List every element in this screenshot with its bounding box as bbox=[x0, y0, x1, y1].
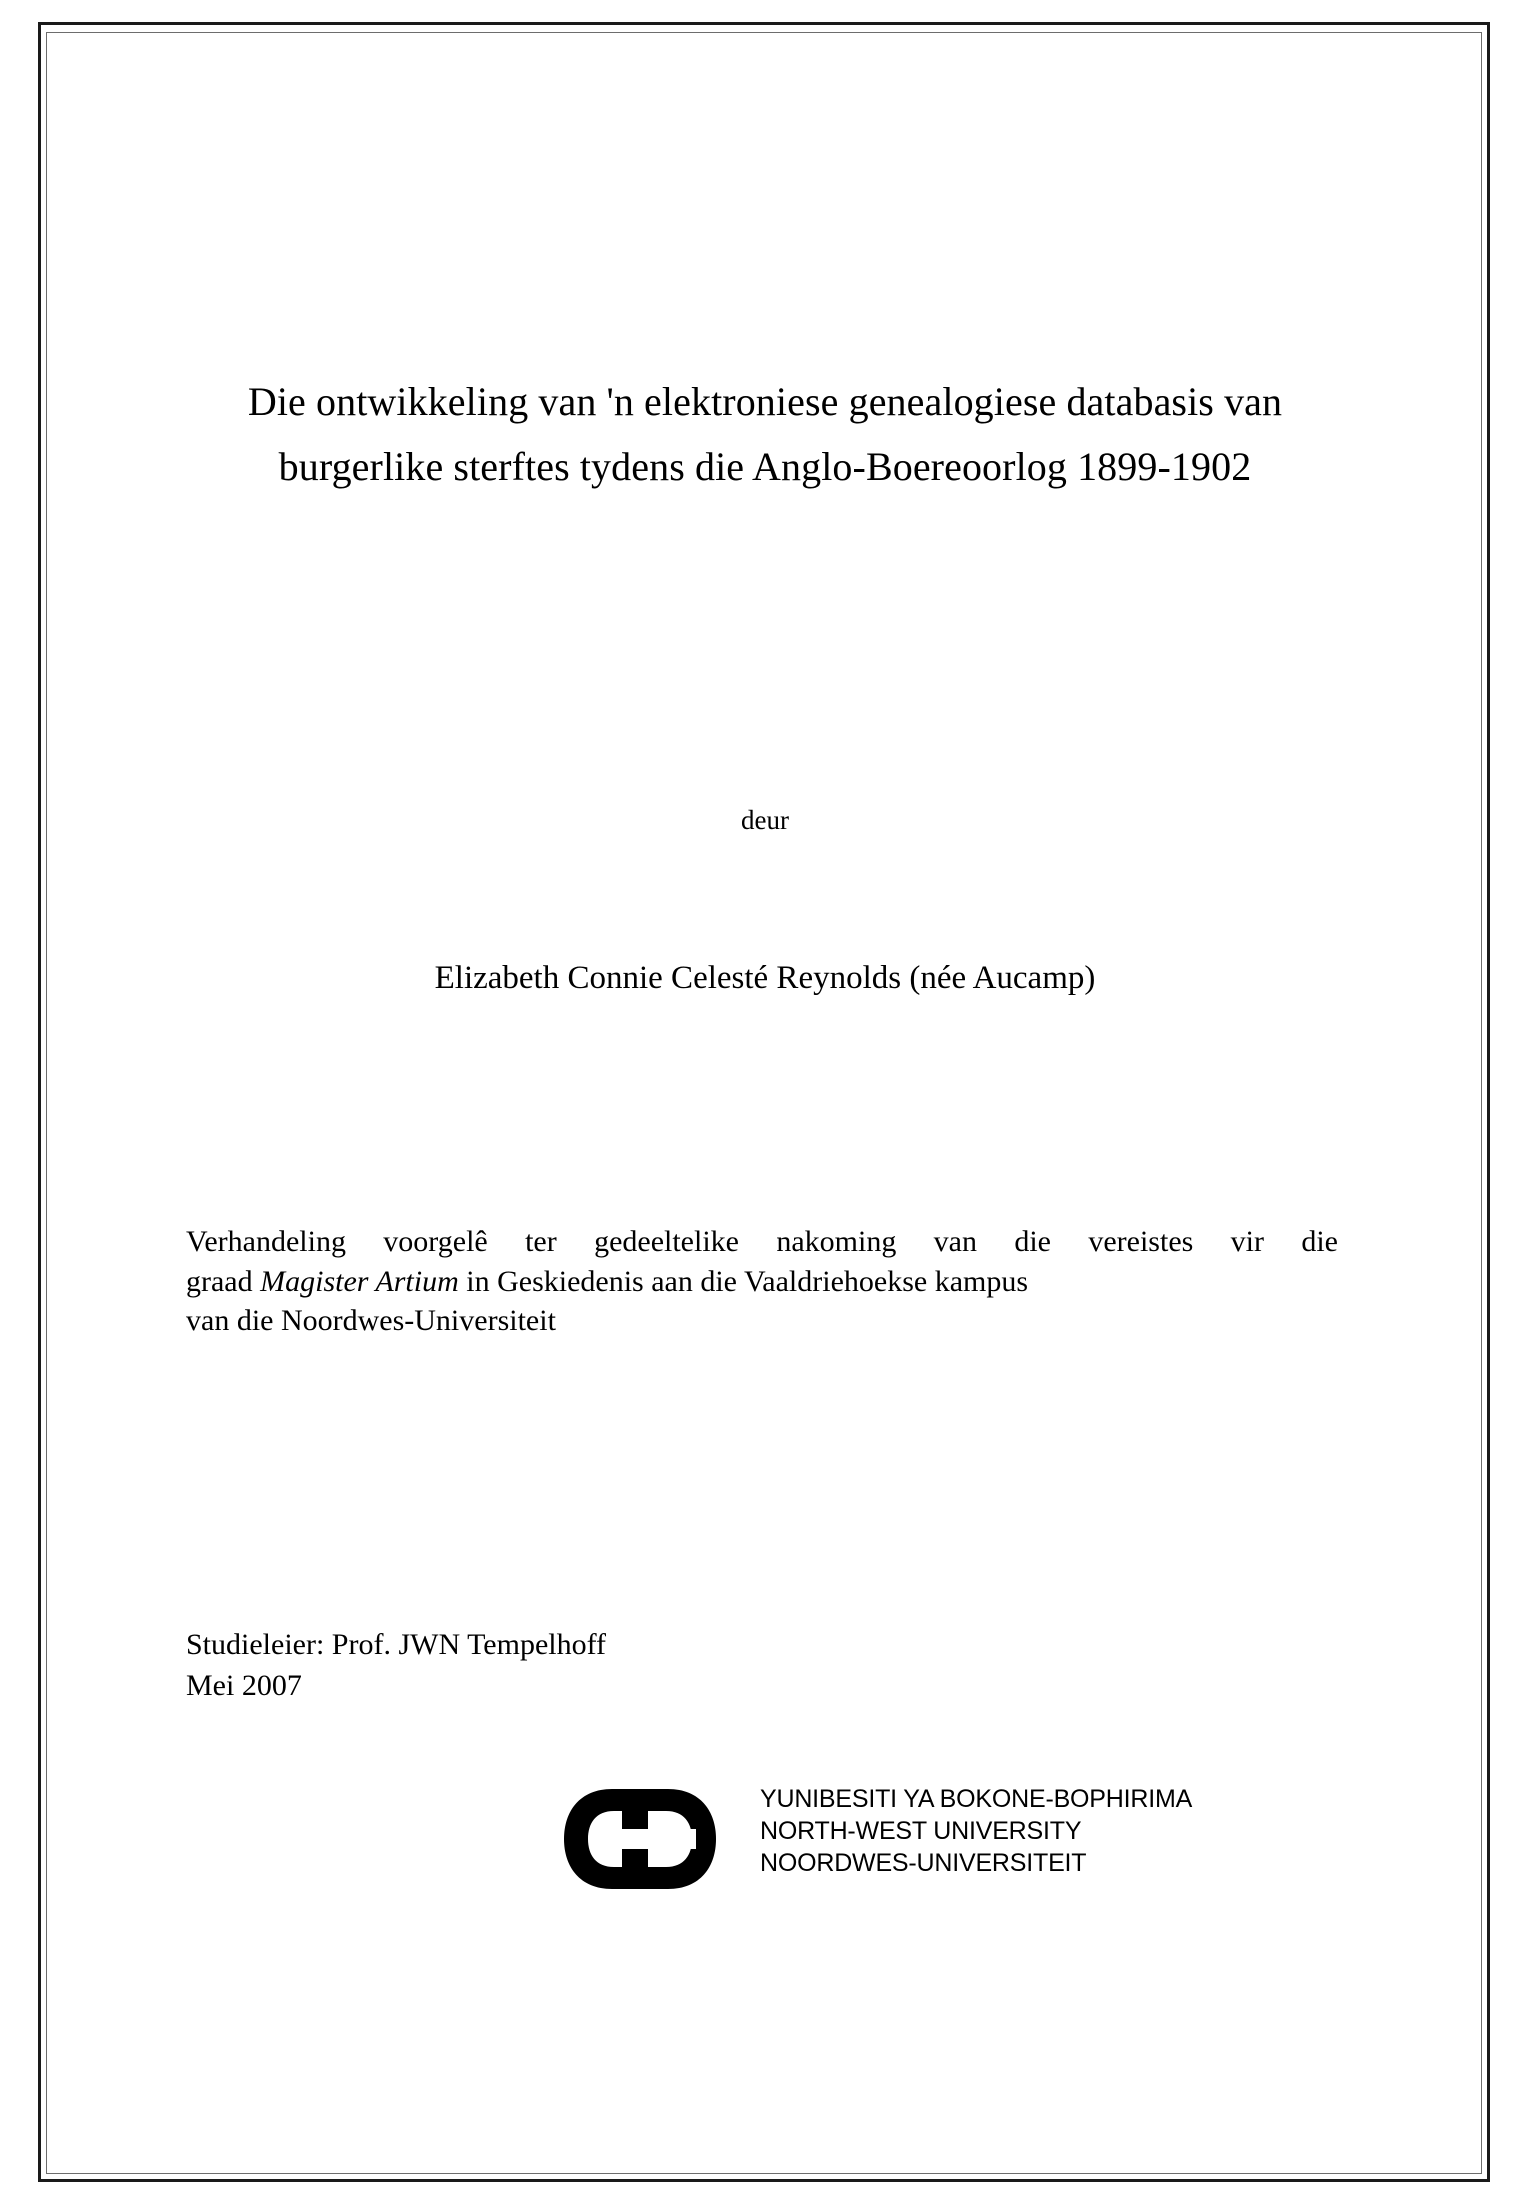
degree-statement bbox=[186, 1222, 1338, 1341]
author-name: Elizabeth Connie Celesté Reynolds (née Aucamp) bbox=[434, 960, 1096, 996]
title-line-1: Die ontwikkeling van 'n elektroniese genealogiese databasis van bbox=[247, 379, 1283, 424]
logo-line-1: YUNIBESITI YA BOKONE-BOPHIRIMA bbox=[760, 1785, 1193, 1813]
logo-line-2: NORTH-WEST UNIVERSITY bbox=[760, 1817, 1082, 1845]
degree-statement-line-3: van die Noordwes-Universiteit bbox=[186, 1304, 556, 1338]
supervisor-block bbox=[186, 1625, 1086, 1706]
degree-statement-line-2 bbox=[186, 1262, 1338, 1302]
date-line: Mei 2007 bbox=[186, 1668, 302, 1702]
university-logo-text bbox=[760, 1783, 1260, 1879]
degree-statement-line-2-pre: graad bbox=[186, 1264, 261, 1298]
degree-statement-line-1: Verhandeling voorgelê ter gedeeltelike nakoming van die vereistes vir die bbox=[186, 1225, 1338, 1258]
page-content bbox=[180, 0, 1350, 2206]
university-logo bbox=[560, 1775, 1260, 1905]
byline-label: deur bbox=[741, 805, 789, 835]
degree-name-italic: Magister Artium bbox=[260, 1264, 459, 1298]
supervisor-line: Studieleier: Prof. JWN Tempelhoff bbox=[186, 1628, 607, 1661]
page-title bbox=[180, 370, 1350, 500]
degree-statement-line-2-post: in Geskiedenis aan die Vaaldriehoekse kampus bbox=[458, 1264, 1029, 1298]
title-line-2: burgerlike sterftes tydens die Anglo-Boereoorlog 1899-1902 bbox=[278, 443, 1252, 489]
nwu-logo-icon bbox=[560, 1783, 750, 1895]
logo-line-3: NOORDWES-UNIVERSITEIT bbox=[760, 1849, 1087, 1877]
